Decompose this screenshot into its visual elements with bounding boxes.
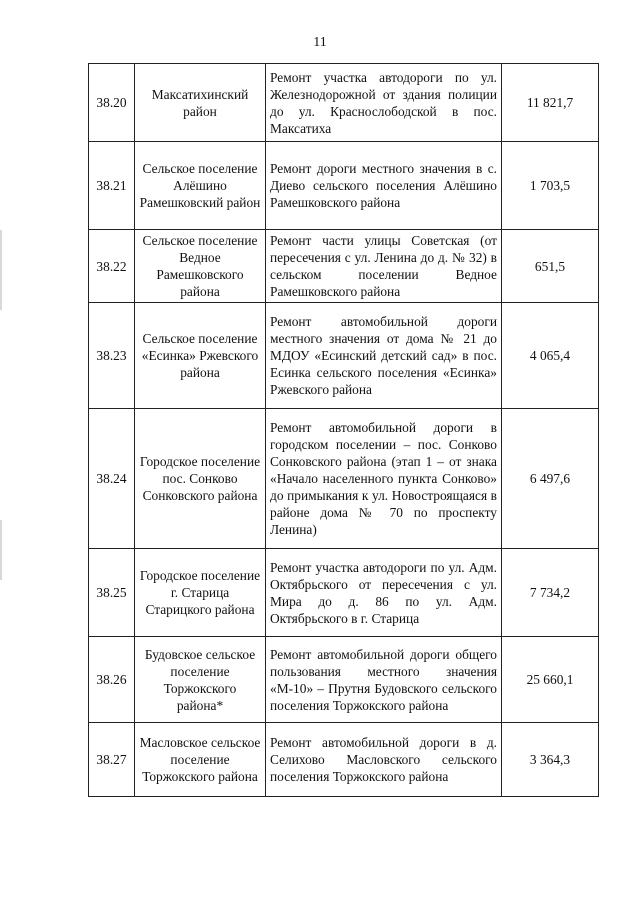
description-cell: Ремонт участка автодороги по ул. Адм. Октябрьского от пересечения с ул. Мира до д. 86 по ул. Адм. Октябрьского в г. Старица (266, 549, 502, 637)
row-number: 38.23 (89, 303, 135, 409)
table-row (89, 64, 599, 142)
amount-cell: 7 734,2 (502, 549, 599, 637)
amount-cell: 25 660,1 (502, 637, 599, 723)
description-cell: Ремонт автомобильной дороги местного значения от дома № 21 до МДОУ «Есинский детский сад» в пос. Есинка сельского поселения «Есинка» Ржевского района (266, 303, 502, 409)
row-number: 38.21 (89, 142, 135, 230)
table-row (89, 230, 599, 303)
description-cell: Ремонт автомобильной дороги в д. Селихово Масловского сельского поселения Торжокского района (266, 723, 502, 797)
municipality-cell: Сельское поселение Ведное Рамешковского района (135, 230, 266, 303)
amount-cell: 651,5 (502, 230, 599, 303)
description-cell: Ремонт дороги местного значения в с. Диево сельского поселения Алёшино Рамешковского района (266, 142, 502, 230)
description-cell: Ремонт части улицы Советская (от пересечения с ул. Ленина до д. № 32) в сельском поселении Ведное Рамешковского района (266, 230, 502, 303)
table-row (89, 142, 599, 230)
table-row (89, 723, 599, 797)
municipality-cell: Масловское сельское поселение Торжокского района (135, 723, 266, 797)
amount-cell: 3 364,3 (502, 723, 599, 797)
table-row (89, 409, 599, 549)
amount-cell: 4 065,4 (502, 303, 599, 409)
amount-cell: 6 497,6 (502, 409, 599, 549)
table-row (89, 637, 599, 723)
municipality-cell: Сельское поселение Алёшино Рамешковский район (135, 142, 266, 230)
table-row (89, 303, 599, 409)
scan-edge (0, 520, 2, 580)
description-cell: Ремонт участка автодороги по ул. Железнодорожной от здания полиции до ул. Краснослободской в пос. Максатиха (266, 64, 502, 142)
data-table (88, 63, 599, 797)
row-number: 38.22 (89, 230, 135, 303)
table-row (89, 549, 599, 637)
amount-cell: 1 703,5 (502, 142, 599, 230)
municipality-cell: Городское поселение пос. Сонково Сонковского района (135, 409, 266, 549)
page-number: 11 (313, 35, 327, 50)
row-number: 38.27 (89, 723, 135, 797)
municipality-cell: Будовское сельское поселение Торжокского района* (135, 637, 266, 723)
row-number: 38.20 (89, 64, 135, 142)
scan-edge (0, 230, 2, 310)
row-number: 38.25 (89, 549, 135, 637)
amount-cell: 11 821,7 (502, 64, 599, 142)
municipality-cell: Сельское поселение «Есинка» Ржевского района (135, 303, 266, 409)
row-number: 38.24 (89, 409, 135, 549)
municipality-cell: Максатихинский район (135, 64, 266, 142)
description-cell: Ремонт автомобильной дороги в городском поселении – пос. Сонково Сонковского района (этап 1 – от знака «Начало населенного пункта Сонково» до примыкания к ул. Новостроящаяся в районе дома № 70 по проспекту Ленина) (266, 409, 502, 549)
row-number: 38.26 (89, 637, 135, 723)
description-cell: Ремонт автомобильной дороги общего пользования местного значения «М-10» – Прутня Будовского сельского поселения Торжокского района (266, 637, 502, 723)
municipality-cell: Городское поселение г. Старица Старицкого района (135, 549, 266, 637)
